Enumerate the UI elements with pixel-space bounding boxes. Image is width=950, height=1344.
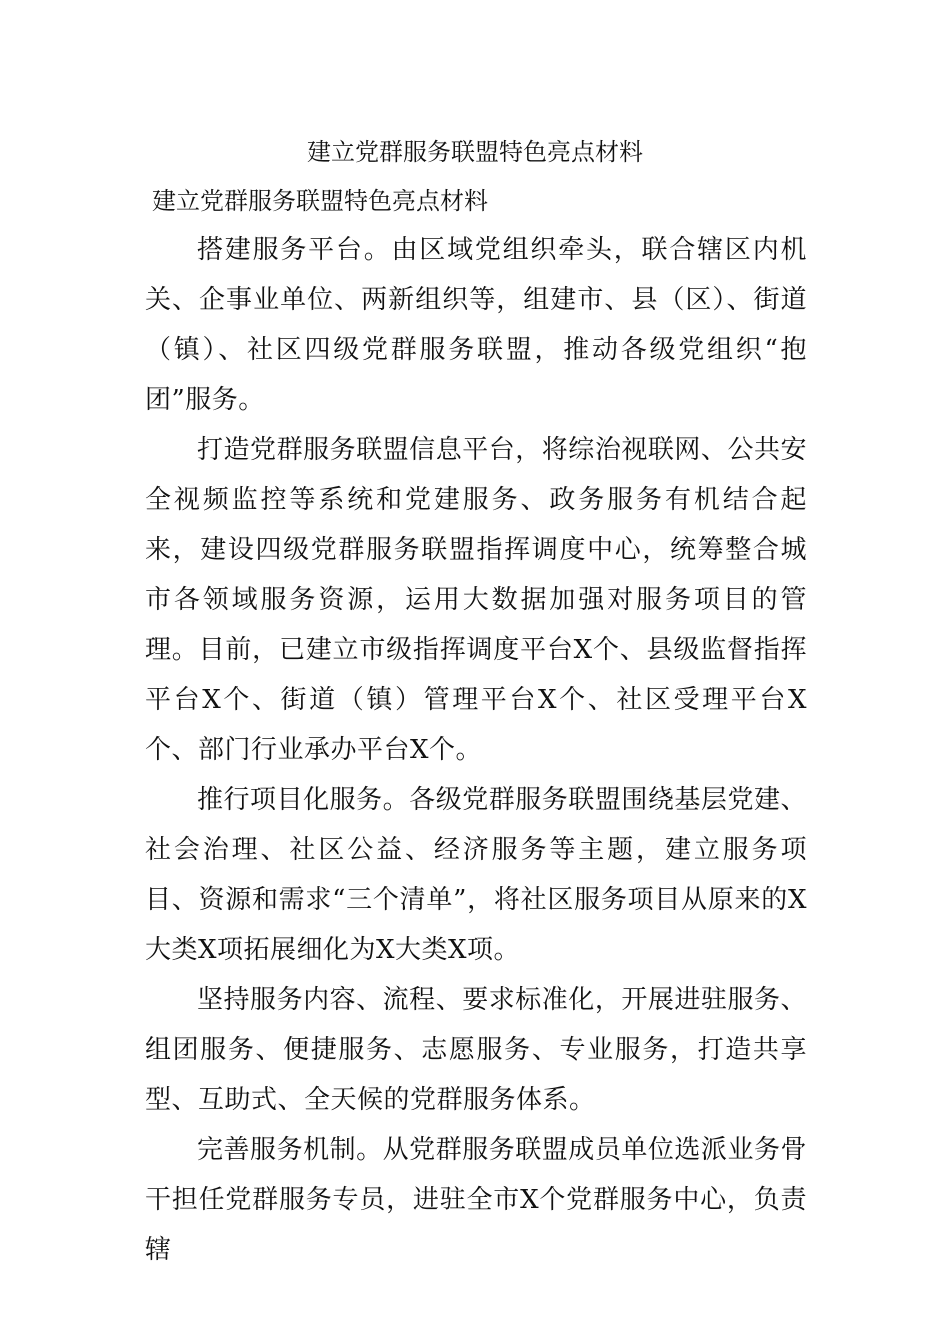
page-subtitle: 建立党群服务联盟特色亮点材料	[152, 187, 488, 215]
paragraph-build-platform: 搭建服务平台。由区域党组织牵头，联合辖区内机关、企事业单位、两新组织等，组建市、县（区）、街道（镇）、社区四级党群服务联盟，推动各级党组织“抱团”服务。	[145, 235, 807, 415]
page-title: 建立党群服务联盟特色亮点材料	[307, 138, 643, 166]
paragraph-project-service: 推行项目化服务。各级党群服务联盟围绕基层党建、社会治理、社区公益、经济服务等主题，建立服务项目、资源和需求“三个清单”，将社区服务项目从原来的X大类X项拓展细化为X大类X项。	[145, 785, 807, 965]
paragraph-standardization: 坚持服务内容、流程、要求标准化，开展进驻服务、组团服务、便捷服务、志愿服务、专业服务，打造共享型、互助式、全天候的党群服务体系。	[145, 985, 807, 1115]
paragraph-info-platform: 打造党群服务联盟信息平台，将综治视联网、公共安全视频监控等系统和党建服务、政务服务有机结合起来，建设四级党群服务联盟指挥调度中心，统筹整合城市各领域服务资源，运用大数据加强对服务项目的管理。目前，已建立市级指挥调度平台X个、县级监督指挥平台X个、街道（镇）管理平台X个、社区受理平台X个、部门行业承办平台X个。	[145, 435, 807, 765]
paragraph-service-mechanism: 完善服务机制。从党群服务联盟成员单位选派业务骨干担任党群服务专员，进驻全市X个党群服务中心，负责辖	[145, 1135, 807, 1265]
document-body	[145, 225, 807, 1275]
